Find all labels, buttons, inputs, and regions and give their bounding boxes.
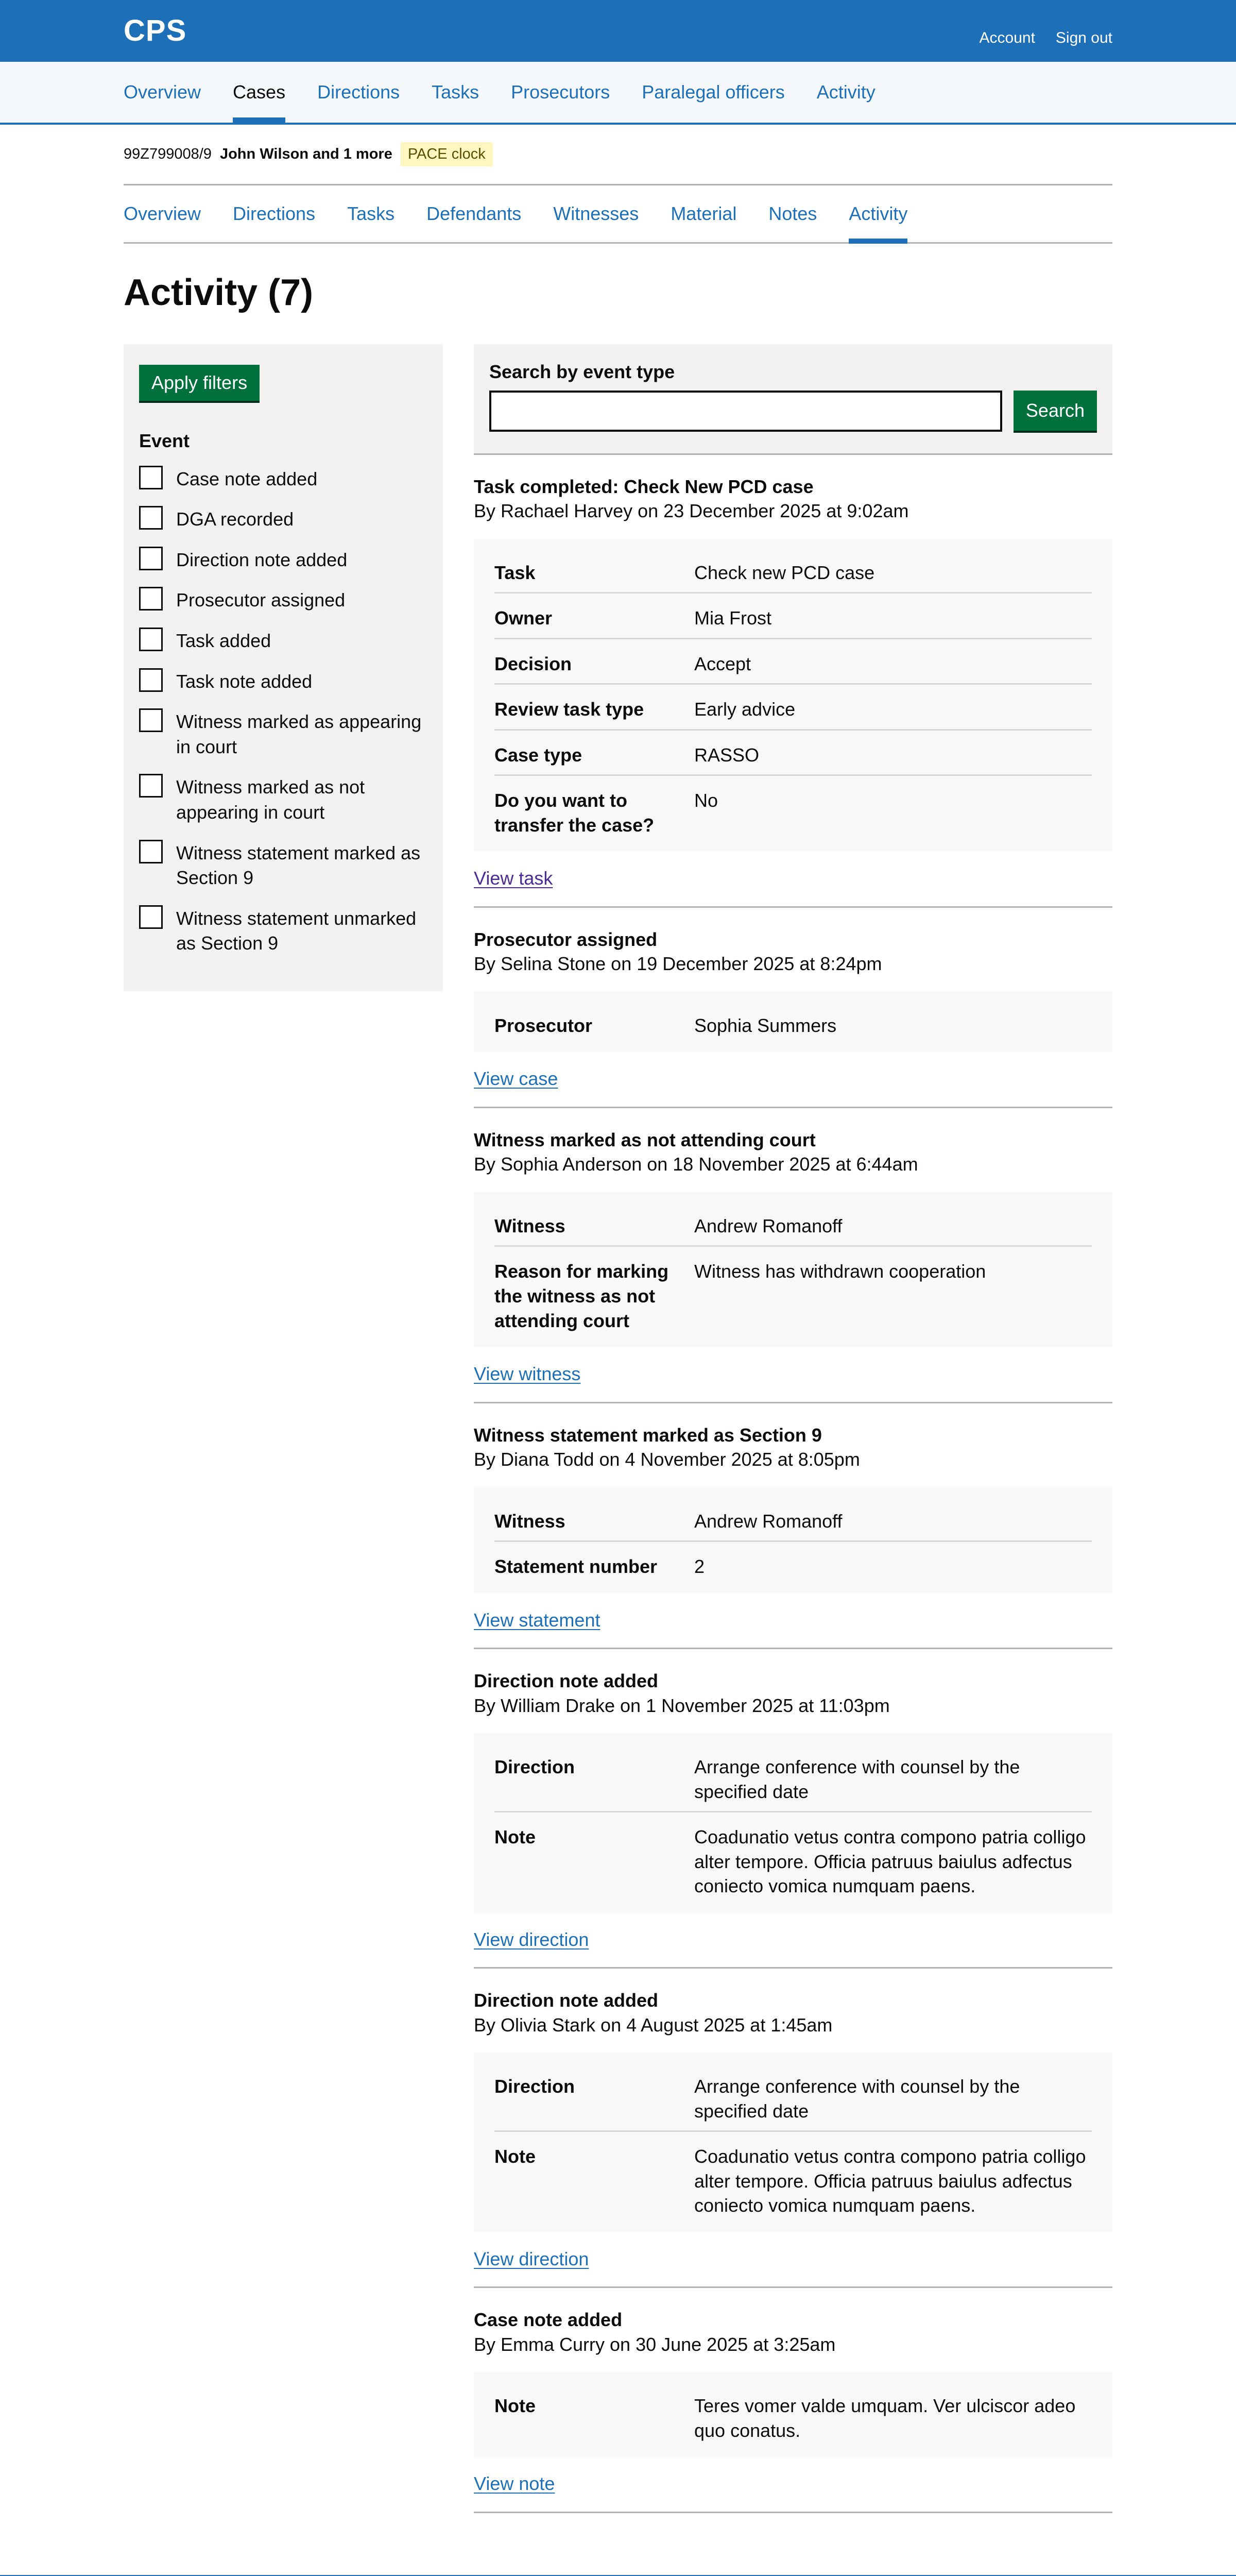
activity-event (474, 1969, 1112, 2288)
filter-option[interactable] (139, 840, 427, 891)
summary-key: Prosecutor (494, 1014, 593, 1036)
summary-value: Early advice (694, 699, 796, 720)
filter-option[interactable] (139, 506, 427, 532)
event-summary-list (474, 2372, 1112, 2457)
site-header (0, 0, 1236, 62)
view-case-link[interactable]: View case (474, 1068, 558, 1090)
filter-option[interactable] (139, 708, 427, 759)
summary-value: No (694, 790, 718, 811)
filter-option[interactable] (139, 668, 427, 694)
filter-option[interactable] (139, 905, 427, 956)
summary-row (494, 639, 1092, 685)
summary-key: Owner (494, 607, 553, 629)
summary-value: Arrange conference with counsel by the specified date (694, 2076, 1020, 2122)
filter-checkbox-label[interactable]: Witness statement marked as Section 9 (176, 842, 421, 889)
event-title: Direction note added (474, 1990, 659, 2011)
primary-nav-item-prosecutors (511, 62, 610, 123)
filter-panel (124, 344, 443, 991)
event-meta: By Emma Curry on 30 June 2025 at 3:25am (474, 2333, 836, 2355)
summary-row (494, 1502, 1092, 1543)
event-filter-heading: Event (139, 430, 190, 452)
summary-value: Mia Frost (694, 607, 772, 629)
event-title: Direction note added (474, 1670, 659, 1692)
apply-filters-button[interactable]: Apply filters (139, 365, 260, 401)
filter-checkbox-label[interactable]: Task note added (176, 670, 313, 692)
primary-nav-link-overview[interactable]: Overview (124, 81, 201, 103)
primary-nav-list (124, 62, 1112, 123)
summary-key: Direction (494, 1756, 575, 1778)
filter-checkbox[interactable] (139, 587, 163, 611)
sub-nav-item-directions (233, 185, 315, 242)
sub-nav-item-defendants (426, 185, 521, 242)
filter-checkbox[interactable] (139, 466, 163, 489)
summary-row (494, 685, 1092, 731)
summary-value: Andrew Romanoff (694, 1510, 843, 1532)
summary-row (494, 553, 1092, 594)
event-title: Witness statement marked as Section 9 (474, 1424, 822, 1446)
summary-key: Witness (494, 1215, 565, 1236)
summary-value: Witness has withdrawn cooperation (694, 1261, 986, 1282)
filter-option[interactable] (139, 466, 427, 492)
sub-nav-link-defendants[interactable]: Defendants (426, 203, 522, 225)
filter-checkbox[interactable] (139, 774, 163, 798)
summary-value: Accept (694, 653, 751, 674)
sub-nav-item-material (671, 185, 736, 242)
summary-value: Sophia Summers (694, 1014, 837, 1036)
sub-nav-link-witnesses[interactable]: Witnesses (553, 203, 639, 225)
event-title: Case note added (474, 2309, 623, 2331)
summary-value: Arrange conference with counsel by the specified date (694, 1756, 1020, 1802)
activity-event (474, 1649, 1112, 1969)
primary-nav-item-tasks (432, 62, 479, 123)
summary-row (494, 731, 1092, 776)
filter-checkbox-label[interactable]: Task added (176, 630, 271, 652)
cps-logo[interactable]: CPS (124, 13, 187, 47)
summary-value: Andrew Romanoff (694, 1215, 843, 1236)
view-direction-link[interactable]: View direction (474, 1928, 589, 1950)
activity-event (474, 455, 1112, 908)
summary-row (494, 2132, 1092, 2225)
page-title: Activity (7) (124, 272, 314, 313)
filter-option[interactable] (139, 628, 427, 654)
search-button[interactable]: Search (1014, 391, 1097, 431)
event-meta: By Selina Stone on 19 December 2025 at 8:24pm (474, 953, 882, 975)
filter-checkbox-label[interactable]: Direction note added (176, 549, 348, 570)
summary-key: Statement number (494, 1556, 658, 1578)
filter-checkbox-label[interactable]: DGA recorded (176, 509, 294, 530)
sub-nav-item-activity (849, 185, 907, 242)
summary-key: Review task type (494, 699, 644, 720)
primary-nav-link-cases[interactable]: Cases (233, 81, 286, 103)
activity-event (474, 908, 1112, 1108)
activity-event (474, 2288, 1112, 2513)
summary-row (494, 2067, 1092, 2132)
sub-nav-link-activity[interactable]: Activity (849, 203, 908, 225)
summary-key: Witness (494, 1510, 565, 1532)
primary-nav-link-tasks[interactable]: Tasks (432, 81, 479, 103)
sub-nav-item-witnesses (553, 185, 639, 242)
sub-nav-item-tasks (347, 185, 394, 242)
sub-nav-item-overview (124, 185, 201, 242)
filter-option[interactable] (139, 587, 427, 613)
event-summary-list (474, 2053, 1112, 2232)
primary-nav-item-activity (817, 62, 876, 123)
summary-value: RASSO (694, 744, 760, 766)
event-summary-list (474, 1192, 1112, 1347)
summary-row (494, 776, 1092, 844)
event-meta: By Sophia Anderson on 18 November 2025 at 6:44am (474, 1154, 918, 1175)
filter-option[interactable] (139, 547, 427, 573)
event-meta: By Olivia Stark on 4 August 2025 at 1:45am (474, 2014, 833, 2036)
primary-nav-link-paralegal-officers[interactable]: Paralegal officers (642, 81, 785, 103)
activity-event-list (474, 455, 1112, 2513)
filter-checkbox-label[interactable]: Witness marked as appearing in court (176, 711, 422, 757)
primary-nav-link-directions[interactable]: Directions (317, 81, 400, 103)
sub-nav-link-overview[interactable]: Overview (124, 203, 201, 225)
summary-value: Teres vomer valde umquam. Ver ulciscor adeo quo conatus. (694, 2395, 1076, 2441)
primary-nav-item-directions (317, 62, 400, 123)
summary-value: Check new PCD case (694, 562, 875, 583)
sub-nav-link-notes[interactable]: Notes (768, 203, 817, 225)
primary-nav-link-activity[interactable]: Activity (816, 81, 876, 103)
view-direction-link[interactable]: View direction (474, 2248, 589, 2269)
summary-row (494, 1247, 1092, 1340)
case-summary-bar (124, 125, 1112, 185)
summary-row (494, 1812, 1092, 1906)
filter-checkbox[interactable] (139, 628, 163, 651)
filter-checkbox[interactable] (139, 547, 163, 570)
view-task-link[interactable]: View task (474, 868, 553, 889)
event-summary-list (474, 992, 1112, 1053)
summary-key: Do you want to transfer the case? (494, 790, 655, 836)
summary-row (494, 594, 1092, 639)
event-title: Prosecutor assigned (474, 928, 658, 950)
summary-key: Note (494, 2395, 536, 2417)
event-title: Witness marked as not attending court (474, 1129, 816, 1150)
filter-option[interactable] (139, 774, 427, 825)
filter-checkbox[interactable] (139, 506, 163, 530)
event-meta: By William Drake on 1 November 2025 at 11:03pm (474, 1694, 890, 1716)
summary-value: Coadunatio vetus contra compono patria colligo alter tempore. Officia patruus baiulus adfectus coniecto vomica numquam paens. (694, 2146, 1086, 2216)
sub-nav-link-directions[interactable]: Directions (233, 203, 316, 225)
event-filter-list (139, 466, 427, 956)
activity-event (474, 1108, 1112, 1403)
filter-checkbox-label[interactable]: Witness statement unmarked as Section 9 (176, 907, 417, 954)
summary-key: Case type (494, 744, 582, 766)
primary-nav-item-overview (124, 62, 201, 123)
summary-key: Task (494, 562, 536, 583)
filter-checkbox[interactable] (139, 840, 163, 863)
account-link[interactable]: Account (979, 29, 1035, 47)
filter-checkbox[interactable] (139, 905, 163, 929)
sub-nav-link-tasks[interactable]: Tasks (347, 203, 395, 225)
view-statement-link[interactable]: View statement (474, 1609, 600, 1631)
event-title: Task completed: Check New PCD case (474, 476, 814, 497)
case-sub-nav-list (124, 185, 1112, 242)
summary-key: Reason for marking the witness as not attending court (494, 1261, 669, 1331)
view-note-link[interactable]: View note (474, 2473, 555, 2495)
primary-nav-item-paralegal-officers (642, 62, 785, 123)
primary-nav-item-cases (233, 62, 285, 123)
sign-out-link[interactable]: Sign out (1055, 29, 1112, 47)
filter-checkbox[interactable] (139, 708, 163, 732)
event-summary-list (474, 539, 1112, 852)
summary-key: Note (494, 1826, 536, 1848)
filter-checkbox[interactable] (139, 668, 163, 692)
filter-checkbox-label[interactable]: Witness marked as not appearing in court (176, 776, 365, 823)
filter-checkbox-label[interactable]: Prosecutor assigned (176, 589, 346, 611)
sub-nav-item-notes (768, 185, 817, 242)
summary-key: Note (494, 2146, 536, 2167)
primary-nav-link-prosecutors[interactable]: Prosecutors (511, 81, 610, 103)
activity-main (474, 344, 1112, 2513)
event-meta: By Rachael Harvey on 23 December 2025 at 9:02am (474, 500, 909, 522)
sub-nav-link-material[interactable]: Material (671, 203, 737, 225)
pace-clock-tag: PACE clock (401, 142, 493, 166)
summary-value: 2 (694, 1556, 705, 1578)
search-input[interactable] (489, 391, 1002, 432)
summary-key: Decision (494, 653, 572, 674)
search-panel (474, 344, 1112, 455)
summary-row (494, 1207, 1092, 1247)
event-meta: By Diana Todd on 4 November 2025 at 8:05pm (474, 1449, 860, 1470)
summary-row (494, 1006, 1092, 1045)
summary-value: Coadunatio vetus contra compono patria colligo alter tempore. Officia patruus baiulus adfectus coniecto vomica numquam paens. (694, 1826, 1086, 1897)
event-summary-list (474, 1487, 1112, 1594)
summary-row (494, 1748, 1092, 1812)
case-defendant-name: John Wilson and 1 more (219, 146, 392, 163)
header-account-links (980, 13, 1113, 48)
summary-row (494, 2386, 1092, 2450)
view-witness-link[interactable]: View witness (474, 1363, 581, 1385)
summary-row (494, 1542, 1092, 1586)
activity-event (474, 1403, 1112, 1650)
event-summary-list (474, 1733, 1112, 1913)
search-label: Search by event type (489, 361, 675, 383)
filter-checkbox-label[interactable]: Case note added (176, 468, 318, 489)
summary-key: Direction (494, 2076, 575, 2097)
case-sub-navigation (124, 185, 1112, 244)
primary-navigation (0, 62, 1236, 125)
case-reference: 99Z799008/9 (124, 146, 212, 163)
